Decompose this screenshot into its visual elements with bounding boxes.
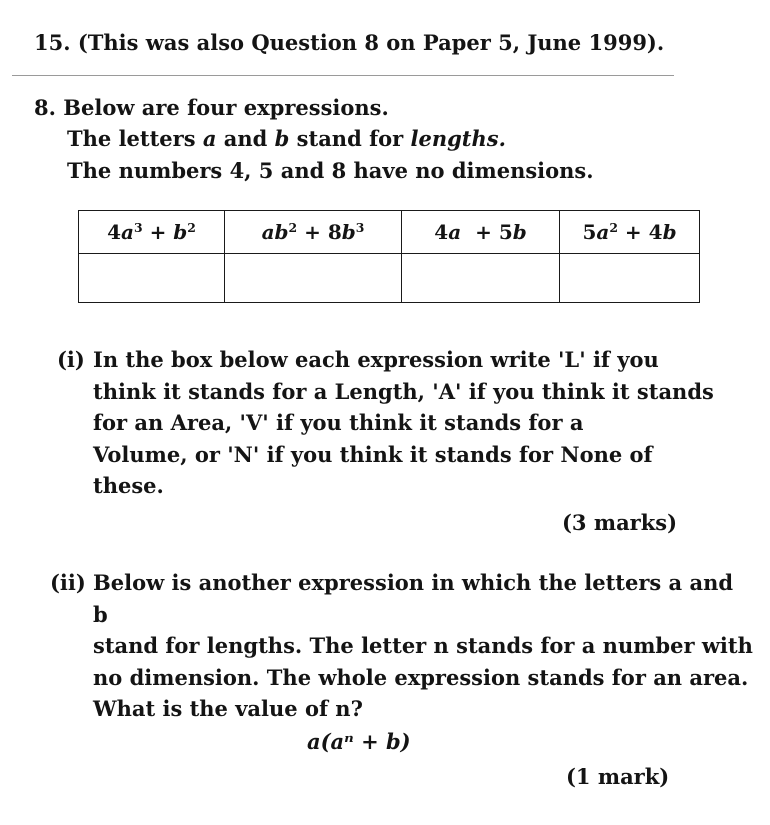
- expression-cell: $4a^3 + b^2$: [79, 211, 225, 254]
- part-ii-line: Below is another expression in which the letters a and b: [93, 570, 734, 627]
- expression-cell: $ab^2 + 8b^3$: [225, 211, 402, 254]
- question-intro-3: The numbers 4, 5 and 8 have no dimensions.: [67, 158, 594, 183]
- question-intro-2: [67, 126, 506, 151]
- part-i-marks: (3 marks): [562, 510, 678, 535]
- expression-cell: 4a + 5b: [402, 211, 560, 254]
- part-ii-line: no dimension. The whole expression stands for an area.: [93, 664, 749, 690]
- question-number: 8.: [34, 95, 56, 120]
- expression-cell: $5a^2 + 4b$: [560, 211, 700, 254]
- part-ii-line: stand for lengths. The letter n stands for a number with: [93, 633, 753, 658]
- header-divider: [12, 75, 674, 76]
- part-ii-text: [93, 567, 753, 725]
- part-i-label: (i): [57, 347, 85, 372]
- intro-line-1: Below are four expressions.: [63, 95, 389, 120]
- var-b: b: [274, 126, 290, 151]
- expressions-table: [78, 210, 700, 303]
- answers-row: [79, 254, 700, 303]
- part-ii-line: What is the value of n?: [93, 696, 363, 721]
- answer-box[interactable]: [225, 254, 402, 303]
- part-i-line: In the box below each expression write 'L' if you: [93, 347, 659, 372]
- answer-box[interactable]: [560, 254, 700, 303]
- intro-text: stand for: [289, 126, 411, 151]
- reference-header: 15. (This was also Question 8 on Paper 5, June 1999).: [34, 30, 665, 55]
- question-intro-1: [34, 95, 389, 120]
- part-i-line: think it stands for a Length, 'A' if you think it stands: [93, 378, 714, 404]
- part-i-text: [93, 344, 733, 502]
- intro-text: and: [216, 126, 275, 151]
- expressions-row: [79, 211, 700, 254]
- part-i-line: Volume, or 'N' if you think it stands for None of: [93, 441, 653, 467]
- answer-box[interactable]: [402, 254, 560, 303]
- part-ii-label: (ii): [50, 570, 86, 595]
- area-expression: a(aⁿ + b): [307, 729, 411, 754]
- var-a: a: [202, 126, 217, 151]
- part-ii-marks: (1 mark): [566, 764, 670, 789]
- answer-box[interactable]: [79, 254, 225, 303]
- part-i-line: these.: [93, 473, 164, 498]
- intro-text: The letters: [67, 126, 203, 151]
- part-i-line: for an Area, 'V' if you think it stands for a: [93, 410, 584, 435]
- intro-lengths: lengths.: [410, 126, 506, 151]
